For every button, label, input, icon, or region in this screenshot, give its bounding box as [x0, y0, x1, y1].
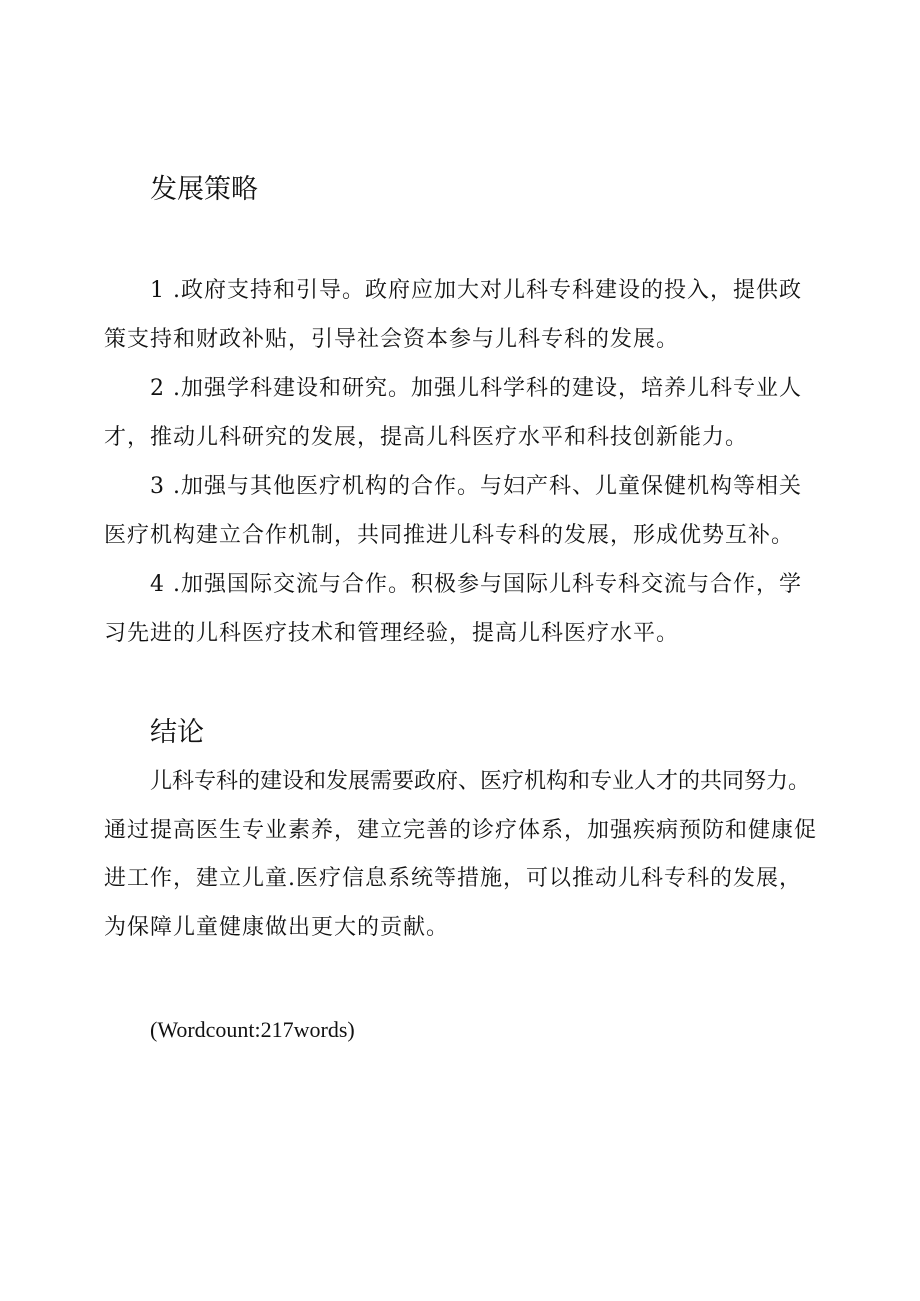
strategy-item-3 [104, 462, 864, 560]
conclusion-line-4: 为保障儿童健康做出更大的贡献。 [104, 914, 450, 940]
conclusion-line-1: 儿科专科的建设和发展需要政府、医疗机构和专业人才的共同努力。 [150, 769, 811, 794]
strategy-item-2-line-1: 2 .加强学科建设和研究。加强儿科学科的建设，培养儿科专业人 [150, 376, 802, 401]
strategy-item-2-line-2: 才，推动儿科研究的发展，提高儿科医疗水平和科技创新能力。 [104, 425, 749, 450]
word-count: (Wordcount:217words) [150, 1017, 355, 1042]
conclusion-heading: 结论 [150, 717, 204, 748]
strategy-item-1-line-2: 策支持和财政补贴，引导社会资本参与儿科专科的发展。 [104, 327, 680, 352]
conclusion-line-3: 进工作，建立儿童.医疗信息系统等措施，可以推动儿科专科的发展， [104, 866, 802, 891]
strategy-item-1 [104, 266, 864, 364]
strategy-item-3-line-2: 医疗机构建立合作机制，共同推进儿科专科的发展，形成优势互补。 [104, 523, 795, 548]
conclusion-paragraph [104, 758, 864, 952]
strategy-item-4 [104, 560, 864, 658]
strategy-item-4-line-1: 4 .加强国际交流与合作。积极参与国际儿科专科交流与合作，学 [150, 572, 802, 597]
strategy-item-3-line-1: 3 .加强与其他医疗机构的合作。与妇产科、儿童保健机构等相关 [150, 474, 802, 499]
strategy-list [104, 266, 864, 658]
strategy-heading: 发展策略 [150, 174, 258, 205]
conclusion-line-2: 通过提高医生专业素养，建立完善的诊疗体系，加强疾病预防和健康促 [104, 817, 818, 843]
strategy-item-1-line-1: 1 .政府支持和引导。政府应加大对儿科专科建设的投入，提供政 [150, 278, 802, 303]
strategy-item-4-line-2: 习先进的儿科医疗技术和管理经验，提高儿科医疗水平。 [104, 621, 680, 646]
strategy-item-2 [104, 364, 864, 462]
